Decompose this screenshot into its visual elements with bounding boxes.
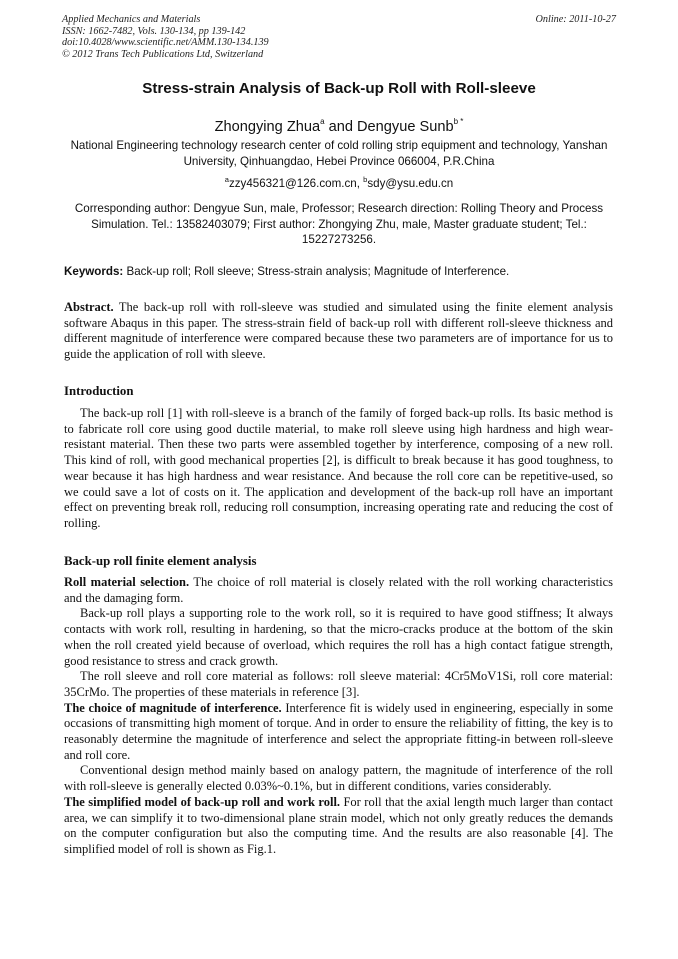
abstract-label: Abstract. <box>64 300 114 314</box>
online-date: Online: 2011-10-27 <box>535 14 616 25</box>
author-1-sup: a <box>320 117 325 126</box>
keywords-text: Back-up roll; Roll sleeve; Stress-strain analysis; Magnitude of Interference. <box>123 265 510 278</box>
affiliation: National Engineering technology research center of cold rolling strip equipment and technology, Yanshan University, Qinhuangdao, Hebei Province 066004, P.R.China <box>70 139 608 168</box>
introduction-paragraph: The back-up roll [1] with roll-sleeve is a branch of the family of forged back-up rolls. Its basic method is to fabricate roll core using good ductile material, to make roll sleeve using high hardness and high wear-resistant material. Then these two parts were assembled together by interference, composing of a new roll. This kind of roll, with good mechanical properties [2], is difficult to break because it has good toughness, to wear because it has high hardness and wear resistance. And because the roll core can be repetitive-used, so we could save a lot of costs on it. The application and development of the back-up roll have an important effect on preventing break roll, reducing roll consumption, increasing operating rate and reducing the cost of rolling. <box>64 406 613 530</box>
fea-paragraph-5: Conventional design method mainly based on analogy pattern, the magnitude of interference of the roll with roll-sleeve is generally elected 0.03%~0.1%, but in different conditions, varies considerably. <box>64 763 613 794</box>
introduction-heading: Introduction <box>64 384 134 398</box>
fea-p4-text: Interference fit is widely used in engineering, especially in some occasions of transmitting high moment of torque. And in order to ensure the reliability of fitting, the key is to reasonably determine the magnitude of interference and select the appropriate fitting-in between roll-sleeve and roll core. <box>64 700 613 762</box>
keywords <box>64 264 616 280</box>
fea-p6-label: The simplified model of back-up roll and work roll. <box>64 794 341 809</box>
journal-header <box>62 14 616 60</box>
author-and: and <box>324 119 358 135</box>
email-b-sup: b <box>363 175 368 184</box>
fea-heading: Back-up roll finite element analysis <box>64 554 257 568</box>
fea-p6-text: For roll that the axial length much larger than contact area, we can simplify it to two-dimensional plane strain model, which not only greatly reduces the demands on the computer configuration but also the computing time. And the results are also reasonable [4]. The simplified model of roll is shown as Fig.1. <box>64 794 614 856</box>
abstract <box>64 300 613 363</box>
keywords-label: Keywords: <box>64 265 124 278</box>
journal-name: Applied Mechanics and Materials <box>62 14 201 25</box>
fea-p1-text: The choice of roll material is closely related with the roll working characteristics and the damaging form. <box>64 575 613 605</box>
email-line <box>62 172 616 192</box>
fea-body <box>64 575 613 858</box>
doi-line: doi:10.4028/www.scientific.net/AMM.130-134.139 <box>62 37 269 49</box>
email-a: zzy456321@126.com.cn, <box>228 177 364 190</box>
email-a-sup: a <box>224 175 229 184</box>
email-b: sdy@ysu.edu.cn <box>367 177 454 190</box>
author-2: Dengyue Sunb <box>357 119 454 135</box>
fea-paragraph-3: The roll sleeve and roll core material as follows: roll sleeve material: 4Cr5MoV1Si, roll core material: 35CrMo. The properties of these materials in reference [3]. <box>64 669 613 699</box>
fea-p1-label: Roll material selection. <box>64 575 190 589</box>
author-2-sup: b * <box>453 117 464 126</box>
fea-paragraph-2: Back-up roll plays a supporting role to the work roll, so it is required to have good stiffness; It always contacts with work roll, resulting in hardening, so that the micro-cracks produce at the bottom of the skin when the roll created yield because of overload, which requires the roll has a high contact fatigue strength, good resistance to stress and crack growth. <box>64 606 613 668</box>
paper-title: Stress-strain Analysis of Back-up Roll with Roll-sleeve <box>142 80 536 97</box>
fea-paragraph-1 <box>64 575 613 606</box>
abstract-text: The back-up roll with roll-sleeve was studied and simulated using the finite element analysis software Abaqus in this paper. The stress-strain field of back-up roll with different roll-sleeve thickness and different magnitude of interference were compared because these two parameters are of importance for us to guide the application of roll with sleeve. <box>64 300 613 362</box>
issn-line: ISSN: 1662-7482, Vols. 130-134, pp 139-142 <box>62 25 246 37</box>
copyright-line: © 2012 Trans Tech Publications Ltd, Switzerland <box>62 48 264 60</box>
author-line <box>40 112 638 137</box>
fea-paragraph-6 <box>64 795 613 858</box>
introduction-body <box>64 406 613 532</box>
corresponding-author: Corresponding author: Dengyue Sun, male, Professor; Research direction: Rolling Theory and Process Simulation. Tel.: 13582403079; First author: Zhongying Zhu, male, Master graduate student; Tel.: 15227273256. <box>74 202 604 247</box>
fea-paragraph-4 <box>64 701 613 764</box>
fea-p4-label: The choice of magnitude of interference. <box>64 700 282 715</box>
author-1: Zhongying Zhua <box>214 119 321 135</box>
